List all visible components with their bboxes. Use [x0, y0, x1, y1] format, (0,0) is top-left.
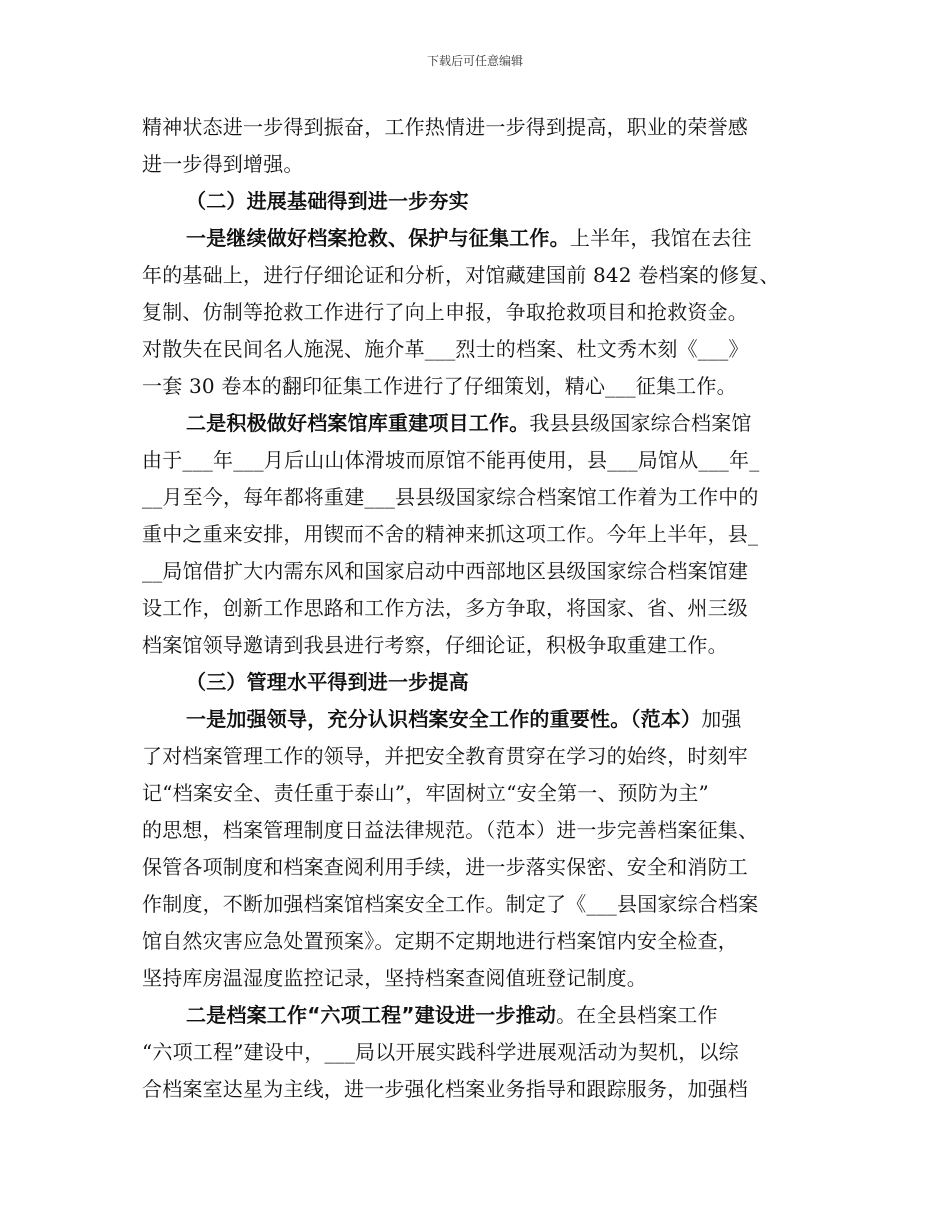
line-rest: 。在全县档案工作: [556, 1003, 718, 1027]
line-rest: 我县县级国家综合档案馆: [529, 411, 752, 435]
paragraph-line: 年的基础上，进行仔细论证和分析，对馆藏建国前 842 卷档案的修复、: [142, 263, 780, 287]
document-body: [142, 109, 832, 1108]
paragraph-line: [142, 220, 832, 257]
page-header: 下载后可任意编辑: [426, 54, 523, 68]
paragraph-line: 由于___年___月后山山体滑坡而原馆不能再使用，县___局馆从___年_: [142, 448, 760, 472]
paragraph-line: 坚持库房温湿度监控记录，坚持档案查阅值班登记制度。: [142, 966, 647, 990]
line-rest: 加强: [701, 707, 742, 731]
paragraph-line: 保管各项制度和档案查阅利用手续，进一步落实保密、安全和消防工: [142, 855, 748, 879]
paragraph-line: 一套 30 卷本的翻印征集工作进行了仔细策划，精心___征集工作。: [142, 374, 737, 398]
paragraph-line: 记“档案安全、责任重于泰山”，牢固树立“安全第一、预防为主”: [142, 781, 709, 805]
paragraph-line: __局馆借扩大内需东风和国家启动中西部地区县级国家综合档案馆建: [142, 559, 749, 583]
bold-lead: 一是继续做好档案抢救、保护与征集工作。: [186, 226, 570, 250]
paragraph-line: 了对档案管理工作的领导，并把安全教育贯穿在学习的始终，时刻牢: [142, 744, 748, 768]
paragraph-line: 精神状态进一步得到振奋，工作热情进一步得到提高，职业的荣誉感: [142, 115, 748, 139]
paragraph-line: [142, 997, 832, 1034]
paragraph-line: 对散失在民间名人施滉、施介革___烈士的档案、杜文秀木刻《___》: [142, 337, 749, 361]
paragraph-line: __月至今，每年都将重建___县县级国家综合档案馆工作着为工作中的: [142, 485, 759, 509]
paragraph-line: 进一步得到增强。: [142, 152, 304, 176]
paragraph-line: 设工作，创新工作思路和工作方法，多方争取，将国家、省、州三级: [142, 596, 748, 620]
paragraph-line: 复制、仿制等抢救工作进行了向上申报，争取抢救项目和抢救资金。: [142, 300, 748, 324]
section-heading-2: （二）进展基础得到进一步夯实: [186, 189, 469, 213]
paragraph-line: [142, 701, 832, 738]
paragraph-line: 的思想，档案管理制度日益法律规范。（范本）进一步完善档案征集、: [142, 818, 759, 842]
paragraph-line: 合档案室达星为主线，进一步强化档案业务指导和跟踪服务，加强档: [142, 1077, 748, 1101]
bold-lead: 一是加强领导，充分认识档案安全工作的重要性。（范本）: [186, 707, 702, 731]
section-heading-3: （三）管理水平得到进一步提高: [186, 670, 469, 694]
paragraph-line: 馆自然灾害应急处置预案》。定期不定期地进行档案馆内安全检查，: [142, 929, 738, 953]
paragraph-line: 作制度，不断加强档案馆档案安全工作。制定了《___县国家综合档案: [142, 892, 759, 916]
bold-lead: 二是档案工作“六项工程”建设进一步推动: [186, 1003, 557, 1027]
paragraph-line: 档案馆领导邀请到我县进行考察，仔细论证，积极争取重建工作。: [142, 633, 728, 657]
line-rest: 上半年，我馆在去往: [569, 226, 752, 250]
paragraph-line: 重中之重来安排，用锲而不舍的精神来抓这项工作。今年上半年，县_: [142, 522, 759, 546]
paragraph-line: “六项工程”建设中，___局以开展实践科学进展观活动为契机，以综: [142, 1040, 739, 1064]
paragraph-line: [142, 405, 832, 442]
bold-lead: 二是积极做好档案馆库重建项目工作。: [186, 411, 530, 435]
